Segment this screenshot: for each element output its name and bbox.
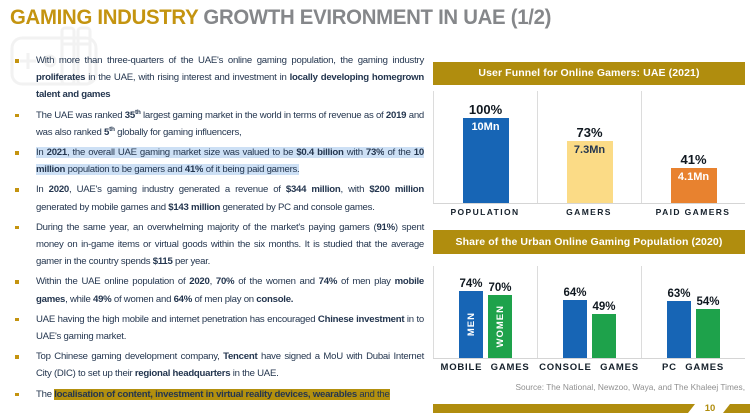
bullet-segment: Tencent [223,351,258,363]
charts-panel [433,62,745,392]
bullet-segment: per year. [172,256,211,268]
bullet-item [10,219,424,271]
share-category-label: CONSOLE GAMES [539,362,639,373]
page-title [10,6,551,30]
bullet-segment: 91% [376,221,395,233]
bullet-item [10,348,424,382]
bullet-marker-icon [10,273,36,307]
bullet-segment: 70% [215,276,235,288]
share-bar [488,295,512,358]
bullet-segment: and was also ranked [36,109,424,138]
funnel-bar [463,118,509,203]
funnel-column [641,91,745,203]
source-note: Source: The National, Newzoo, Waya, and The Khaleej Times, [515,382,745,392]
share-bar [459,291,483,358]
bullet-text [36,181,424,215]
bullet-item [10,107,424,141]
bullet-text [36,219,424,271]
bullet-segment: of men play [337,276,395,288]
funnel-bar [671,168,717,203]
footer-bar-end [723,404,750,413]
bullet-text [36,348,424,382]
bullet-segment: Top Chinese gaming development company, [36,351,224,363]
bullet-item [10,311,424,345]
funnel-pct-label: 73% [576,125,603,140]
bullet-segment: $200 million [369,184,425,196]
bullet-segment: localisation of content, investment in virtual reality devices, wearables [54,388,357,400]
bullet-segment: Within the UAE online population of [36,276,190,288]
bullet-item [10,52,424,104]
share-pct-label: 64% [563,287,587,299]
bullet-marker-icon [10,311,36,345]
bullet-segment: mobile games [36,276,424,305]
funnel-category-label: POPULATION [450,207,520,217]
bullet-segment: , while [65,293,94,305]
bullet-segment: in the UAE, with rising interest and investment in [85,72,290,84]
funnel-bar [567,141,613,203]
bullet-text [36,273,424,307]
share-bar [696,309,720,358]
share-group [641,266,745,358]
funnel-pct-label: 41% [680,152,707,167]
bullet-item [10,144,424,178]
bullet-segment: $0.4 billion [296,147,344,159]
bullet-item [10,386,424,403]
funnel-category-label: PAID GAMERS [655,207,731,217]
share-bar [592,314,616,358]
bullet-segment: Chinese investment [317,313,405,325]
bullet-segment: 41% [184,164,204,176]
share-bar-unit [592,301,616,358]
bullet-segment: th [109,125,115,133]
bullet-segment: 64% [173,293,193,305]
bullet-segment: regional headquarters [134,368,231,380]
bullet-item [10,273,424,307]
bullet-segment: , with [340,184,370,196]
funnel-abs-label: 10Mn [471,121,500,133]
share-category-label: MOBILE GAMES [440,362,530,373]
bullet-segment: th [134,108,141,116]
bullet-segment: ) spent money on in-game items or virtual goods within the six months. It is studied that the average gamer in the country spends [36,221,424,268]
funnel-abs-label: 4.1Mn [677,171,710,183]
bullet-marker-icon [10,219,36,271]
bullet-segment: In [36,184,49,196]
bullet-segment: 2019 [385,109,407,121]
share-pct-label: 70% [488,282,512,294]
funnel-chart-plot [433,91,745,204]
bullet-segment: of women and [111,293,174,305]
bullet-marker-icon [10,181,36,215]
bullet-segment: population to be gamers and [65,164,185,176]
bullet-segment: $344 million [285,184,341,196]
bullet-segment: 10 million [36,147,424,176]
bullet-list [10,52,424,406]
share-pct-label: 54% [696,296,720,308]
bullet-segment: The UAE was ranked [36,109,125,121]
bullet-segment: , UAE's gaming industry generated a revenue of [69,184,286,196]
funnel-pct-label: 100% [468,102,503,117]
bullet-segment: During the same year, an overwhelming majority of the market's paying gamers ( [36,221,377,233]
footer-bar [433,404,695,413]
bullet-segment: In [36,147,47,159]
bullet-text [36,386,424,403]
bullet-segment: 74% [318,276,338,288]
funnel-column [537,91,641,203]
funnel-column [433,91,537,203]
bullet-segment: UAE having the high mobile and internet penetration has encouraged [36,313,318,325]
bullet-text [36,107,424,141]
bullet-text [36,311,424,345]
bullet-marker-icon [10,386,36,403]
bullet-segment: generated by PC and console games. [220,201,375,213]
share-group [433,266,537,358]
bullet-segment: generated by mobile games and [36,201,169,213]
share-bar-unit [488,282,512,358]
bullet-segment: in to UAE's gaming market. [36,313,425,343]
bullet-segment: and the [356,388,390,400]
bullet-marker-icon [10,144,36,178]
bullet-segment: $143 million [168,201,221,213]
share-bar [563,300,587,358]
bullet-segment: of the women and [234,276,319,288]
bullet-marker-icon [10,348,36,382]
share-bar-unit [667,288,691,358]
share-pct-label: 63% [667,288,691,300]
share-chart-categories [433,362,745,373]
share-bar [667,301,691,358]
share-pct-label: 74% [459,278,483,290]
funnel-abs-label: 7.3Mn [573,144,606,156]
title-highlight: GAMING INDUSTRY [10,6,199,29]
bullet-segment: 5 [104,126,110,138]
bullet-segment: console. [256,293,294,305]
bullet-segment: globally for gaming influencers, [114,126,242,138]
page-number: 10 [704,403,716,414]
bullet-marker-icon [10,107,36,141]
bullet-segment: of the [384,147,414,159]
funnel-chart-title-banner: User Funnel for Online Gamers: UAE (2021) [433,62,745,85]
bullet-segment: locally developing homegrown talent and games [36,72,424,101]
bullet-segment: proliferates [36,72,86,84]
bullet-segment: of it being paid gamers. [203,164,300,176]
bullet-segment: 49% [93,293,112,305]
bullet-segment: With more than three-quarters of the UAE's online gaming population, the gaming industry [36,55,424,66]
share-group [537,266,641,358]
bullet-segment: 2020 [48,184,70,196]
bullet-segment: , [209,276,216,288]
share-bar-unit [459,278,483,358]
bullet-marker-icon [10,52,36,104]
bullet-segment: The [36,388,55,400]
share-chart-title-banner: Share of the Urban Online Gaming Population (2020) [433,230,745,254]
bullet-segment: $115 [152,256,173,268]
series-vlabel: WOMEN [494,305,506,348]
share-bar-unit [696,296,720,358]
share-category-label: PC GAMES [661,362,725,373]
bullet-text [36,144,424,178]
bullet-segment: in the UAE. [230,368,279,380]
bullet-segment: have signed a MoU with Dubai Internet City (DIC) to set up their [36,351,425,380]
bullet-segment: 73% [365,147,385,159]
bullet-segment: of men play on [192,293,257,305]
share-bar-unit [563,287,587,358]
bullet-segment: 2020 [189,276,210,288]
title-rest: GROWTH EVIRONMENT IN UAE (1/2) [198,6,552,29]
bullet-segment: with [343,147,366,159]
bullet-segment: largest gaming market in the world in terms of revenue as of [140,109,386,121]
share-chart-plot [433,266,745,359]
bullet-segment: , the overall UAE gaming market size was valued to be [66,147,297,159]
funnel-category-label: GAMERS [566,207,612,217]
funnel-chart-categories [433,207,745,217]
bullet-segment: 2021 [46,147,67,159]
share-pct-label: 49% [592,301,616,313]
bullet-text [36,52,424,104]
bullet-segment: 35 [124,109,135,121]
series-vlabel: MEN [465,312,477,337]
bullet-item [10,181,424,215]
